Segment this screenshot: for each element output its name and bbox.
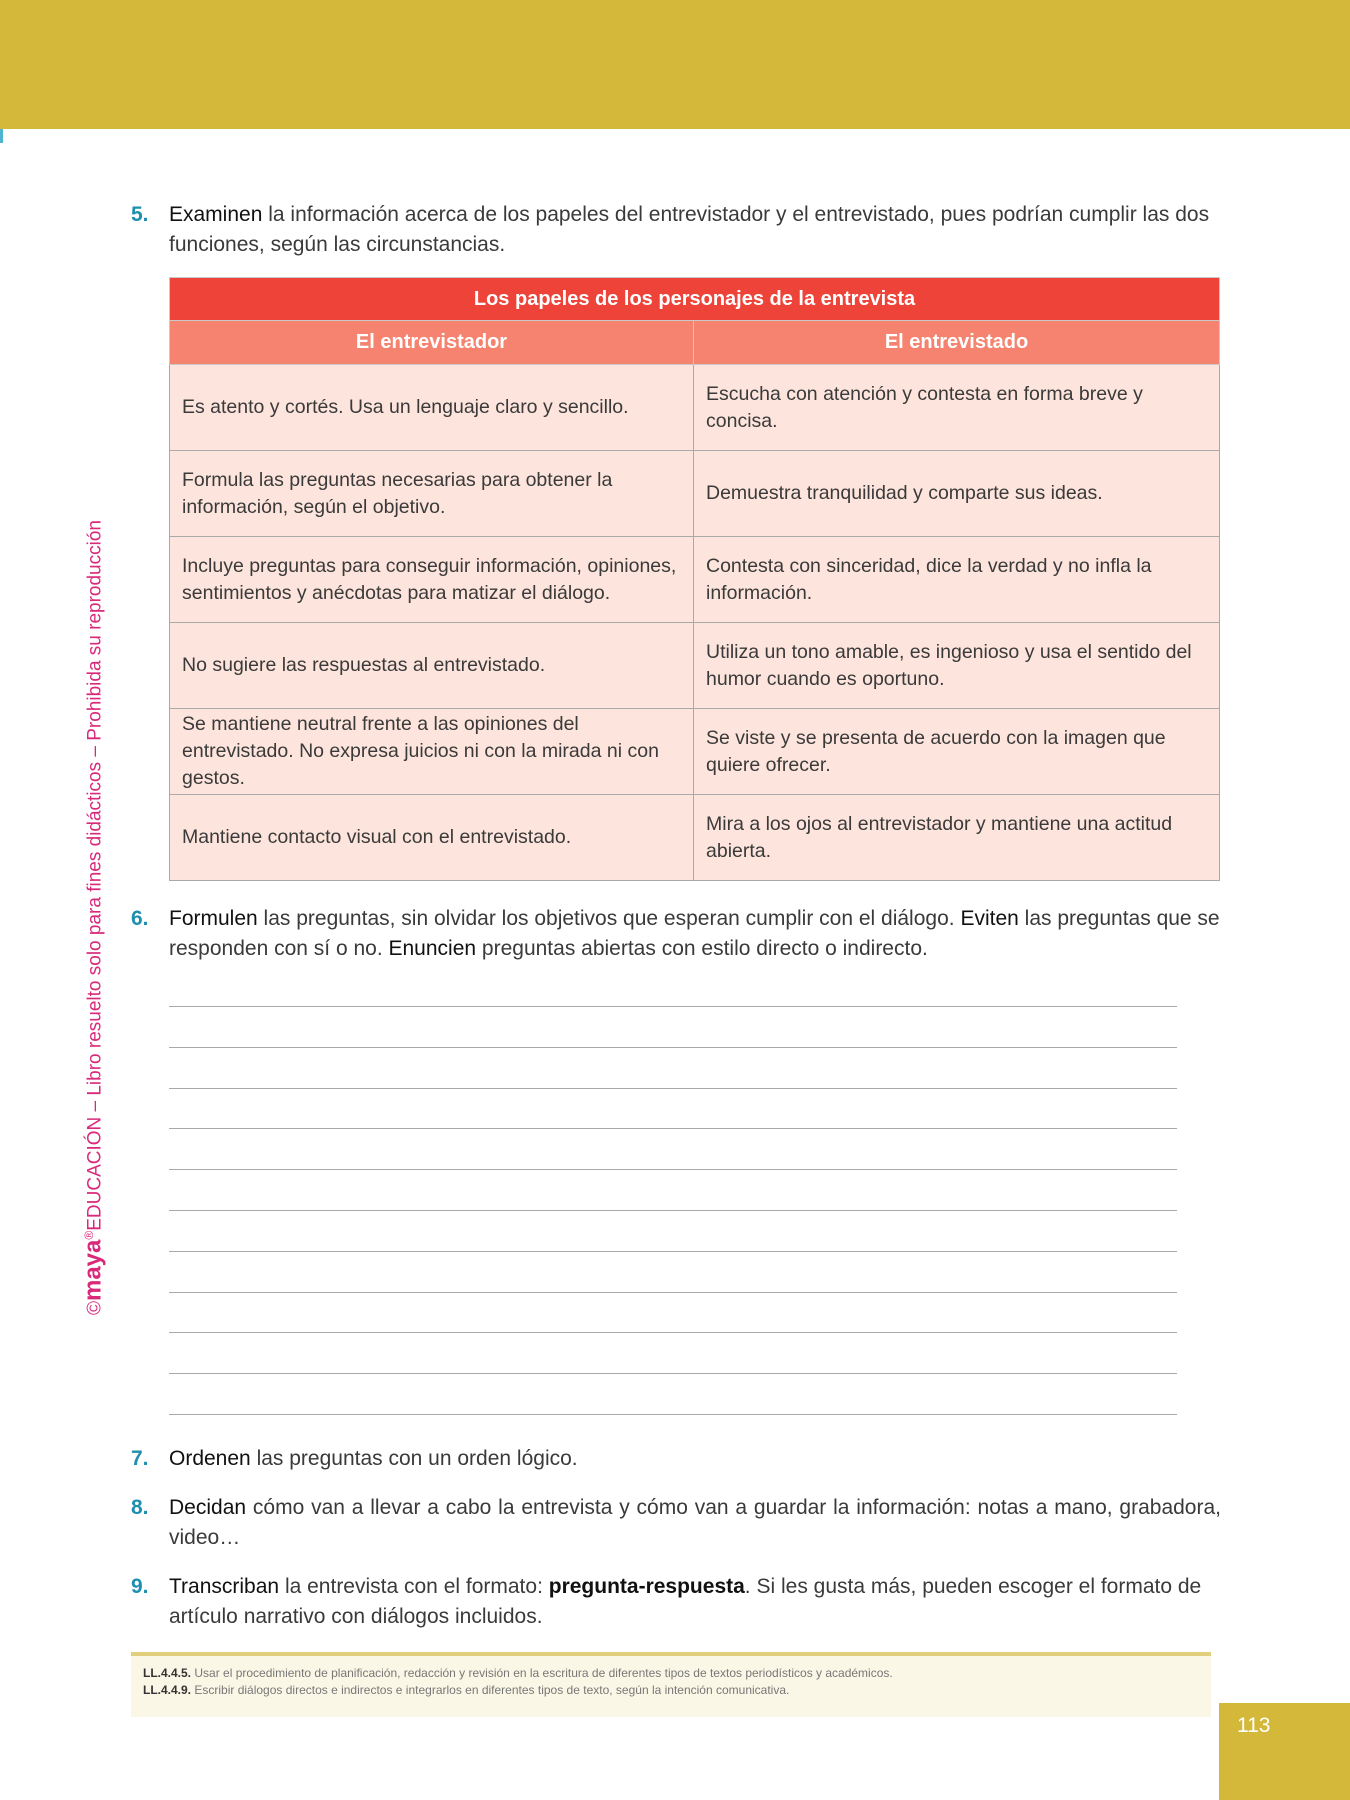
activity-item-5 (131, 200, 1221, 260)
activity-item-6 (131, 904, 1221, 964)
standard-entry (143, 1665, 1199, 1682)
item-text (169, 1444, 1221, 1474)
item-body: las preguntas con un orden lógico. (250, 1447, 578, 1470)
standard-entry (143, 1682, 1199, 1699)
item-verb: Ordenen (169, 1447, 251, 1470)
table-row (170, 623, 1220, 709)
registered-symbol: ® (82, 1230, 96, 1240)
standard-code: LL.4.4.9. (143, 1683, 192, 1697)
activity-item-9 (131, 1572, 1221, 1632)
table-cell: Es atento y cortés. Usa un lenguaje claro y sencillo. (170, 365, 694, 451)
standard-text: Escribir diálogos directos e indirectos e integrarlos en diferentes tipos de texto, según la intención comunicativa. (191, 1683, 790, 1697)
answer-line[interactable] (169, 1169, 1177, 1170)
standard-text: Usar el procedimiento de planificación, redacción y revisión en la escritura de diferentes tipos de textos periodísticos y académicos. (191, 1666, 893, 1680)
item-text (169, 1493, 1221, 1553)
item-emphasis: pregunta-respuesta (548, 1575, 745, 1598)
answer-line[interactable] (169, 1332, 1177, 1333)
activity-item-7 (131, 1444, 1221, 1474)
answer-line[interactable] (169, 1414, 1177, 1415)
curriculum-standards (131, 1652, 1211, 1717)
answer-line[interactable] (169, 1128, 1177, 1129)
table-title: Los papeles de los personajes de la entrevista (170, 278, 1220, 321)
item-number: 7. (131, 1447, 149, 1470)
answer-line[interactable] (169, 1006, 1177, 1007)
table-row (170, 537, 1220, 623)
table-cell: Contesta con sinceridad, dice la verdad y no infla la información. (694, 537, 1220, 623)
item-verb: Eviten (960, 907, 1019, 930)
activity-item-8 (131, 1493, 1221, 1553)
item-body: la entrevista con el formato: (279, 1575, 549, 1598)
copyright-side-note (74, 455, 107, 1315)
page-number: 113 (1219, 1703, 1350, 1800)
table-cell: Mantiene contacto visual con el entrevistado. (170, 795, 694, 881)
item-verb: Formulen (169, 907, 258, 930)
item-verb: Decidan (169, 1496, 247, 1519)
table-row (170, 795, 1220, 881)
table-cell: Mira a los ojos al entrevistador y mantiene una actitud abierta. (694, 795, 1220, 881)
item-text (169, 1572, 1221, 1632)
brand-logo: maya (79, 1239, 107, 1301)
copyright-text: EDUCACIÓN – Libro resuelto solo para fines didácticos – Prohibida su reproducción (84, 520, 106, 1231)
table-row (170, 365, 1220, 451)
table-cell: Escucha con atención y contesta en forma breve y concisa. (694, 365, 1220, 451)
item-body: . Si les gusta más, pueden escoger el formato de artículo narrativo con diálogos incluidos. (169, 1575, 1202, 1628)
item-text (169, 904, 1221, 964)
answer-line[interactable] (169, 1292, 1177, 1293)
item-number: 5. (131, 203, 149, 226)
item-number: 6. (131, 907, 149, 930)
table-cell: No sugiere las respuestas al entrevistado. (170, 623, 694, 709)
table-cell: Incluye preguntas para conseguir información, opiniones, sentimientos y anécdotas para matizar el diálogo. (170, 537, 694, 623)
item-body: las preguntas, sin olvidar los objetivos que esperan cumplir con el diálogo. (257, 907, 961, 930)
answer-line[interactable] (169, 1373, 1177, 1374)
table-cell: Demuestra tranquilidad y comparte sus ideas. (694, 451, 1220, 537)
answer-line[interactable] (169, 1210, 1177, 1211)
item-text (169, 200, 1221, 260)
table-row (170, 709, 1220, 795)
item-body: preguntas abiertas con estilo directo o indirecto. (476, 937, 928, 960)
item-number: 9. (131, 1575, 149, 1598)
roles-table (169, 277, 1220, 881)
table-row (170, 451, 1220, 537)
table-cell: Se viste y se presenta de acuerdo con la imagen que quiere ofrecer. (694, 709, 1220, 795)
header-band (0, 0, 1350, 129)
item-verb: Transcriban (169, 1575, 280, 1598)
table-cell: Utiliza un tono amable, es ingenioso y usa el sentido del humor cuando es oportuno. (694, 623, 1220, 709)
table-cell: Se mantiene neutral frente a las opiniones del entrevistado. No expresa juicios ni con la mirada ni con gestos. (170, 709, 694, 795)
item-verb: Enuncien (388, 937, 477, 960)
item-body: la información acerca de los papeles del entrevistador y el entrevistado, pues podrían cumplir las dos funciones, según las circunstancias. (169, 203, 1210, 256)
answer-line[interactable] (169, 1251, 1177, 1252)
answer-lines[interactable] (169, 1006, 1177, 1455)
answer-line[interactable] (169, 1047, 1177, 1048)
standard-code: LL.4.4.5. (143, 1666, 192, 1680)
answer-line[interactable] (169, 1088, 1177, 1089)
item-body: las preguntas que se responden con sí o no. (169, 907, 1220, 960)
header-accent-mark (0, 129, 3, 143)
column-header-interviewer: El entrevistador (170, 321, 694, 365)
item-number: 8. (131, 1496, 149, 1519)
table-cell: Formula las preguntas necesarias para obtener la información, según el objetivo. (170, 451, 694, 537)
column-header-interviewee: El entrevistado (694, 321, 1220, 365)
item-verb: Examinen (169, 203, 263, 226)
copyright-symbol: © (84, 1301, 106, 1315)
item-body: cómo van a llevar a cabo la entrevista y cómo van a guardar la información: notas a mano, grabadora, video… (169, 1496, 1221, 1549)
